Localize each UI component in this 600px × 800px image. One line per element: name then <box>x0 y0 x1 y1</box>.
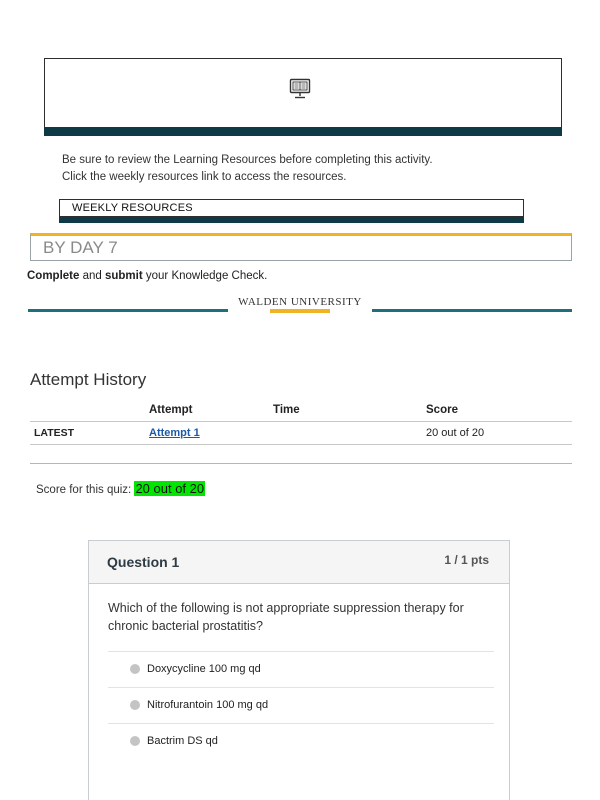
radio-icon[interactable] <box>130 736 140 746</box>
attempt-1-link[interactable]: Attempt 1 <box>149 427 200 439</box>
answer-label: Nitrofurantoin 100 mg qd <box>147 699 269 711</box>
intro-line-1: Be sure to review the Learning Resources before completing this activity. <box>62 154 433 166</box>
header-score: Score <box>422 399 572 422</box>
answer-option[interactable] <box>108 723 494 759</box>
answer-label: Bactrim DS qd <box>147 735 218 747</box>
radio-icon[interactable] <box>130 700 140 710</box>
divider-right <box>372 309 572 312</box>
attempt-time <box>269 422 422 445</box>
instruction-and: and <box>79 270 105 282</box>
weekly-resources-bar <box>59 217 524 223</box>
quiz-score-label: Score for this quiz: <box>36 484 135 496</box>
weekly-resources-link[interactable]: WEEKLY RESOURCES <box>59 199 524 217</box>
quiz-score <box>36 481 205 496</box>
divider-left <box>28 309 228 312</box>
attempt-cell <box>145 422 269 445</box>
header-status <box>30 399 145 422</box>
radio-icon[interactable] <box>130 664 140 674</box>
instruction-rest: your Knowledge Check. <box>142 270 268 282</box>
question-text: Which of the following is not appropriate suppression therapy for chronic bacterial prostatitis? <box>108 601 464 633</box>
day-heading: BY DAY 7 <box>30 233 572 261</box>
header-time: Time <box>269 399 422 422</box>
monitor-icon <box>289 78 311 100</box>
attempt-score: 20 out of 20 <box>422 422 572 445</box>
answer-label: Doxycycline 100 mg qd <box>147 663 261 675</box>
banner-bar <box>44 128 562 136</box>
walden-logo-text: WALDEN UNIVERSITY <box>238 296 362 308</box>
instruction-text <box>27 270 267 282</box>
intro-text <box>62 152 433 186</box>
answer-option[interactable] <box>108 687 494 723</box>
attempt-status: LATEST <box>30 422 145 445</box>
walden-logo <box>229 295 371 319</box>
quiz-score-value: 20 out of 20 <box>135 481 205 496</box>
table-row <box>30 422 572 445</box>
question-card <box>88 540 510 800</box>
question-title: Question 1 <box>107 554 180 570</box>
question-header <box>89 541 509 584</box>
table-header-row <box>30 399 572 422</box>
header-attempt: Attempt <box>145 399 269 422</box>
instruction-submit: submit <box>104 270 143 282</box>
intro-line-2: Click the weekly resources link to access the resources. <box>62 171 347 183</box>
question-points: 1 / 1 pts <box>444 553 489 567</box>
answer-option[interactable] <box>108 651 494 687</box>
attempt-history-table <box>30 399 572 445</box>
walden-logo-underline <box>270 309 330 313</box>
section-divider <box>30 463 572 464</box>
attempt-history-title: Attempt History <box>30 370 147 389</box>
instruction-complete: Complete <box>27 270 80 282</box>
